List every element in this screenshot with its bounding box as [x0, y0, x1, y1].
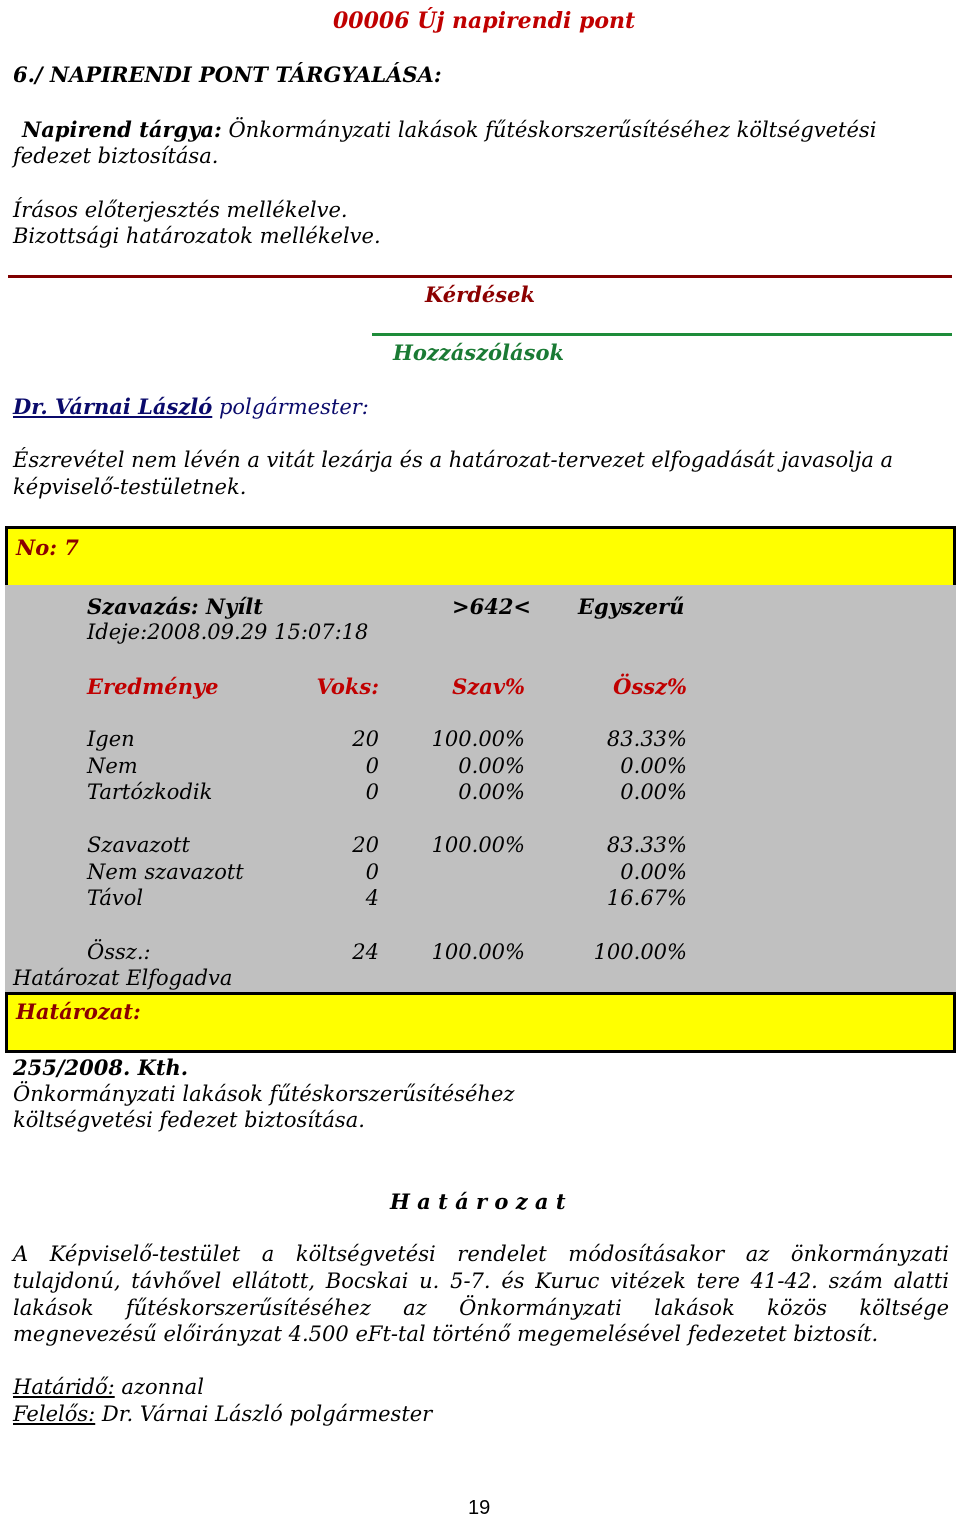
row-szav: 100.00%: [431, 727, 525, 751]
row-voks: 20: [352, 727, 379, 751]
responsible-label: Felelős:: [13, 1402, 96, 1426]
row-name: Távol: [87, 886, 144, 910]
vote-mode: Egyszerű: [578, 594, 685, 619]
row-ossz: 0.00%: [620, 754, 687, 778]
resolution-body-2: tulajdonú, távhővel ellátott, Bocskai u. 5-7. és Kuruc vitézek tere 41-42. szám alatti: [13, 1269, 949, 1293]
deadline-value: azonnal: [121, 1375, 204, 1399]
agenda-item-heading: 6./ NAPIRENDI PONT TÁRGYALÁSA:: [13, 62, 442, 87]
subject-text: Önkormányzati lakások fűtéskorszerűsítéséhez költségvetési: [228, 118, 877, 142]
header-voks: Voks:: [316, 674, 379, 699]
vote-code: >642<: [452, 594, 532, 619]
speaker-line: [13, 394, 369, 419]
document-code-title: 00006 Új napirendi pont: [333, 8, 636, 34]
resolution-number: 255/2008. Kth.: [13, 1055, 189, 1080]
attachment-note-2: Bizottsági határozatok mellékelve.: [13, 224, 381, 248]
speaker-name: Dr. Várnai László: [13, 394, 213, 419]
row-name: Igen: [87, 727, 135, 751]
row-szav: 100.00%: [431, 833, 525, 857]
vote-table-header: [87, 674, 687, 701]
header-result: Eredménye: [87, 674, 219, 699]
row-voks: 0: [365, 754, 379, 778]
resolution-body-4: megnevezésű előirányzat 4.500 eFt-tal történő megemelésével fedezetet biztosít.: [13, 1322, 879, 1346]
decision-panel: [5, 992, 956, 1053]
questions-divider: [8, 275, 952, 278]
questions-heading: Kérdések: [425, 282, 535, 307]
row-voks: 24: [352, 940, 379, 964]
table-row: [87, 860, 687, 887]
vote-time: Ideje:2008.09.29 15:07:18: [87, 620, 369, 644]
row-szav: 0.00%: [458, 780, 525, 804]
subject-text-cont: fedezet biztosítása.: [13, 144, 219, 168]
row-voks: 0: [365, 780, 379, 804]
row-ossz: 83.33%: [606, 727, 687, 751]
vote-number: No: 7: [16, 535, 79, 560]
table-row: [87, 886, 687, 913]
row-voks: 0: [365, 860, 379, 884]
table-row-total: [87, 940, 687, 967]
decision-label: Határozat:: [16, 999, 141, 1024]
resolution-body-3: lakások fűtéskorszerűsítéséhez az Önkormányzati lakások közös költsége: [13, 1296, 949, 1320]
attachment-note-1: Írásos előterjesztés mellékelve.: [13, 198, 348, 222]
row-name: Szavazott: [87, 833, 190, 857]
row-szav: 0.00%: [458, 754, 525, 778]
row-szav: 100.00%: [431, 940, 525, 964]
speaker-role: polgármester:: [218, 395, 369, 419]
row-ossz: 16.67%: [606, 886, 687, 910]
page-number: 19: [468, 1497, 491, 1519]
table-row: [87, 727, 687, 754]
responsible-line: [13, 1402, 432, 1426]
row-voks: 4: [365, 886, 379, 910]
vote-number-panel: [5, 526, 956, 588]
row-name: Össz.:: [87, 940, 151, 964]
comments-heading: Hozzászólások: [393, 340, 565, 365]
row-ossz: 0.00%: [620, 860, 687, 884]
resolution-body-1: A Képviselő-testület a költségvetési rendelet módosításakor az önkormányzati: [13, 1242, 949, 1266]
row-ossz: 100.00%: [593, 940, 687, 964]
comments-divider: [372, 333, 952, 336]
header-ossz: Össz%: [613, 674, 687, 699]
row-name: Nem szavazott: [87, 860, 244, 884]
resolution-heading: H a t á r o z a t: [390, 1189, 566, 1214]
vote-type: Szavazás: Nyílt: [87, 594, 263, 619]
deadline-label: Határidő:: [13, 1375, 115, 1399]
vote-outcome: Határozat Elfogadva: [13, 966, 233, 990]
subject-line: [22, 117, 876, 142]
row-ossz: 0.00%: [620, 780, 687, 804]
responsible-value: Dr. Várnai László polgármester: [101, 1402, 433, 1426]
table-row: [87, 833, 687, 860]
table-row: [87, 780, 687, 807]
row-voks: 20: [352, 833, 379, 857]
resolution-title-1: Önkormányzati lakások fűtéskorszerűsítéséhez: [13, 1082, 515, 1106]
resolution-title-2: költségvetési fedezet biztosítása.: [13, 1108, 365, 1132]
remark-line-1: Észrevétel nem lévén a vitát lezárja és a határozat-tervezet elfogadását javasolja a: [13, 448, 894, 472]
header-szav: Szav%: [452, 674, 525, 699]
row-name: Nem: [87, 754, 138, 778]
deadline-line: [13, 1375, 204, 1399]
row-name: Tartózkodik: [87, 780, 213, 804]
row-ossz: 83.33%: [606, 833, 687, 857]
remark-line-2: képviselő-testületnek.: [13, 475, 247, 499]
table-row: [87, 754, 687, 781]
subject-label: Napirend tárgya:: [22, 117, 222, 142]
